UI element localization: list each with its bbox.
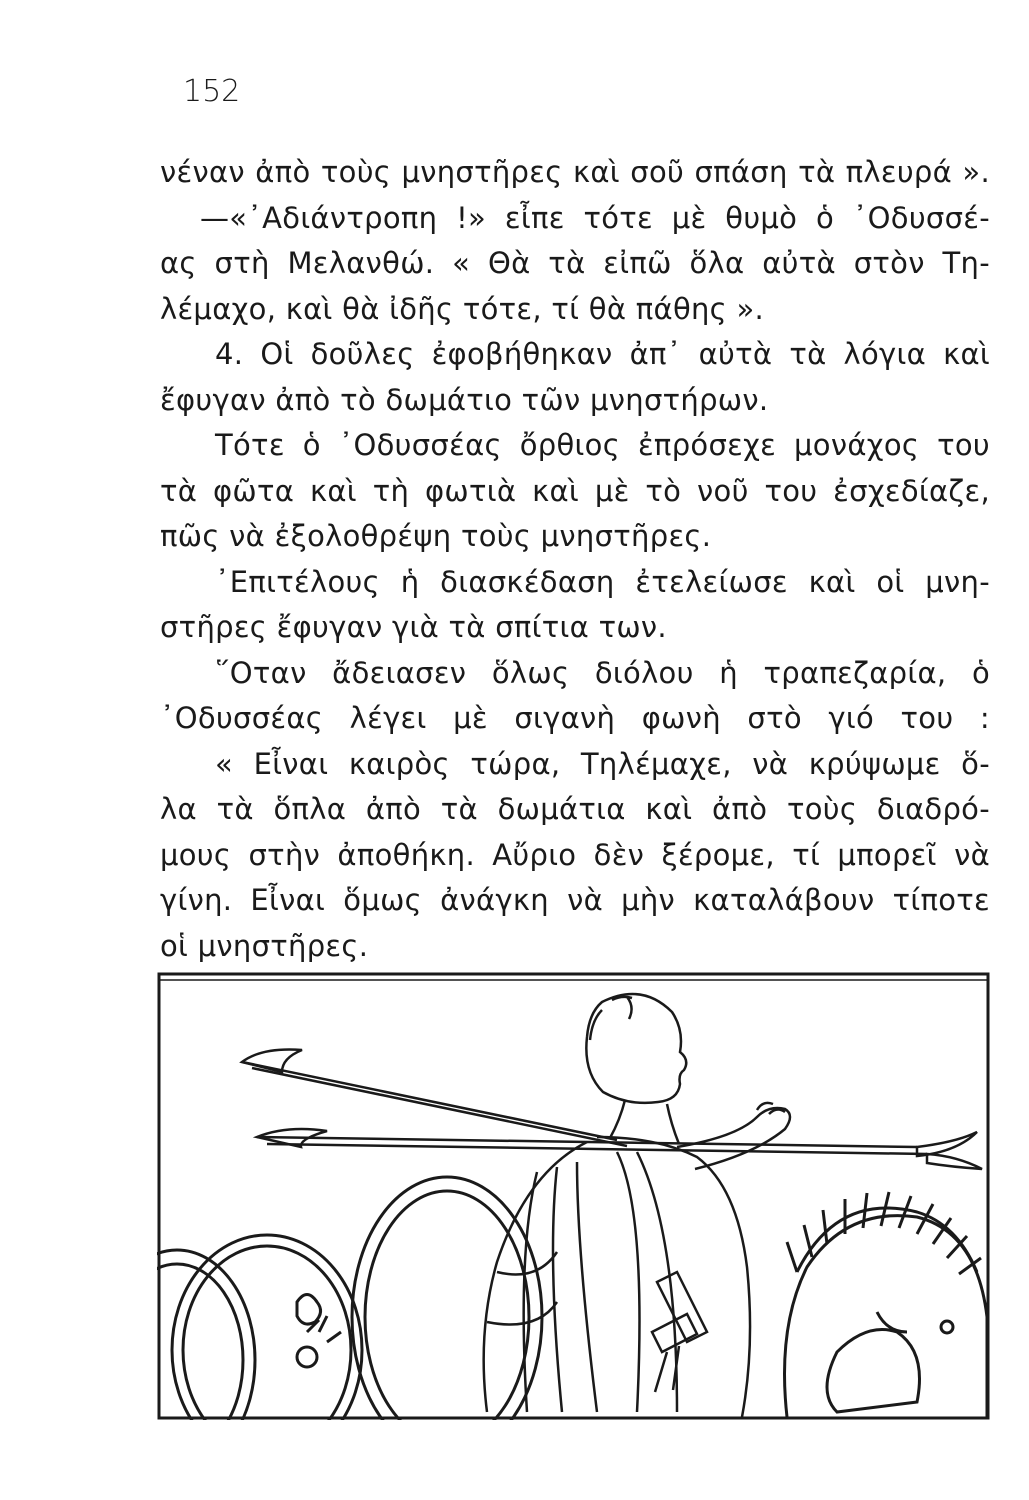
text-line: στῆρες ἔφυγαν γιὰ τὰ σπίτια των. [160,610,667,644]
spears-icon [242,1050,982,1170]
text-line: « Εἶναι καιρὸς τώρα, Τηλέμαχε, νὰ κρύψωμε ὅ- [215,746,990,781]
text-line: ᾿Οδυσσέας λέγει μὲ σιγανὴ φωνὴ στὸ γιό του : [160,701,990,735]
text-line: λέμαχο, καὶ θὰ ἰδῆς τότε, τί θὰ πάθης ». [160,291,765,326]
warrior-figure-icon [484,994,790,1417]
text-line: γίνη. Εἶναι ὅμως ἀνάγκη νὰ μὴν καταλάβουν τίποτε [160,883,990,917]
page-number: 152 [183,74,241,109]
shield-left-icon [157,1235,362,1420]
text-line: ῞Οταν ἄδειασεν ὅλως διόλου ἡ τραπεζαρία, ὁ [215,655,990,690]
illustration-frame [159,974,988,1418]
text-line: νέναν ἀπὸ τοὺς μνηστῆρες καὶ σοῦ σπάση τὰ πλευρά ». [160,155,990,189]
warrior-illustration-svg [157,972,990,1420]
text-line: μους στὴν ἀποθήκη. Αὔριο δὲν ξέρομε, τί μπορεῖ νὰ [160,837,990,872]
text-line: ἔφυγαν ἀπὸ τὸ δωμάτιο τῶν μνηστήρων. [160,382,769,417]
illustration-warrior [157,972,990,1420]
text-line: πῶς νὰ ἐξολοθρέψη τοὺς μνηστῆρες. [160,519,712,553]
text-line: οἱ μνηστῆρες. [160,928,369,963]
text-line: ας στὴ Μελανθώ. « Θὰ τὰ εἰπῶ ὅλα αὐτὰ στὸν Τη- [160,246,990,280]
text-line: τὰ φῶτα καὶ τὴ φωτιὰ καὶ μὲ τὸ νοῦ του ἐσχεδίαζε, [160,473,990,508]
text-line: ᾿Επιτέλους ἡ διασκέδαση ἐτελείωσε καὶ οἱ μνη- [215,564,990,599]
helmet-icon [785,1192,988,1417]
text-line: 4. Οἱ δοῦλες ἐφοβήθηκαν ἀπ᾿ αὐτὰ τὰ λόγια καὶ [215,337,990,371]
shield-center-icon [352,1177,542,1420]
body-text [160,150,990,969]
text-line: —«᾿Αδιάντροπη !» εἶπε τότε μὲ θυμὸ ὁ ᾿Οδυσσέ- [200,200,990,235]
text-line: λα τὰ ὅπλα ἀπὸ τὰ δωμάτια καὶ ἀπὸ τοὺς διαδρό- [160,792,990,826]
text-line: Τότε ὁ ᾿Οδυσσέας ὄρθιος ἐπρόσεχε μονάχος του [215,428,990,462]
